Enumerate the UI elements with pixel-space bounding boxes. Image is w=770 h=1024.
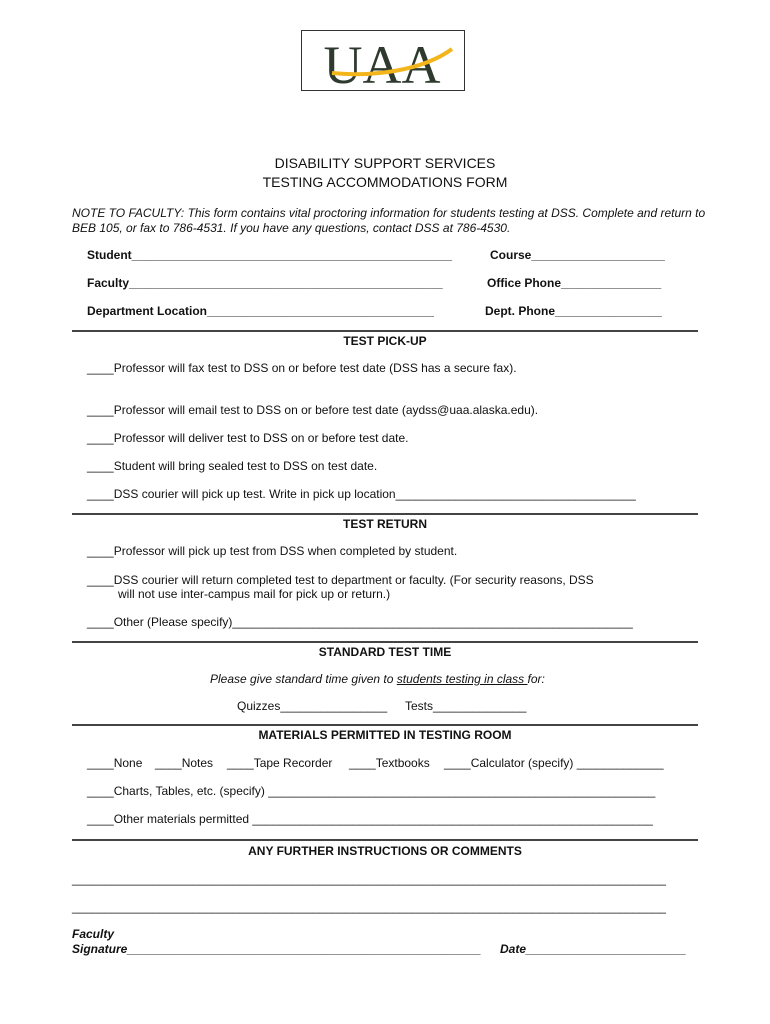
faculty-note: NOTE TO FACULTY: This form contains vital proctoring information for students testing at DSS. Complete and return to BEB 105, or fax to 786-4531. If you have any questions, contact DSS at 786-4530. [72,206,706,235]
divider [72,641,698,643]
return-option-other[interactable]: ____Other (Please specify)____________________________________________________________ [87,615,633,629]
section-title-time: STANDARD TEST TIME [318,645,452,659]
material-charts[interactable]: ____Charts, Tables, etc. (specify) __________________________________________________________ [87,784,656,798]
time-prompt [210,672,545,686]
form-title-line2: TESTING ACCOMMODATIONS FORM [262,174,508,190]
time-prompt-end: for: [527,672,545,686]
uaa-logo-graphic [302,31,463,89]
material-textbooks[interactable]: ____Textbooks [349,756,430,770]
section-title-comments: ANY FURTHER INSTRUCTIONS OR COMMENTS [248,844,522,858]
material-other[interactable]: ____Other materials permitted ____________________________________________________________ [87,812,653,826]
office-phone-field[interactable]: Office Phone_______________ [487,276,662,290]
section-title-return: TEST RETURN [343,517,427,531]
return-option-courier[interactable]: ____DSS courier will return completed test to department or faculty. (For security reasons, DSS [87,573,594,587]
student-field[interactable]: Student________________________________________________ [87,248,453,262]
comments-line[interactable]: _________________________________________________________________________________________ [72,872,666,886]
pickup-option-student[interactable]: ____Student will bring sealed test to DSS on test date. [87,459,378,473]
comments-line[interactable]: _________________________________________________________________________________________ [72,900,666,914]
material-tape-recorder[interactable]: ____Tape Recorder [227,756,333,770]
signature-field[interactable]: Signature_____________________________________________________ [72,942,482,956]
return-option-courier-note: will not use inter-campus mail for pick up or return.) [118,587,391,601]
uaa-logo [301,30,465,91]
department-location-field[interactable]: Department Location__________________________________ [87,304,434,318]
time-prompt-start: Please give standard time given to [210,672,397,686]
material-calculator[interactable]: ____Calculator (specify) _____________ [444,756,664,770]
material-none[interactable]: ____None [87,756,143,770]
faculty-label: Faculty [72,927,115,941]
divider [72,839,698,841]
divider [72,330,698,332]
section-title-materials: MATERIALS PERMITTED IN TESTING ROOM [258,728,512,742]
pickup-option-fax[interactable]: ____Professor will fax test to DSS on or before test date (DSS has a secure fax). [87,361,517,375]
quizzes-field[interactable]: Quizzes________________ [237,699,388,713]
divider [72,513,698,515]
section-title-pickup: TEST PICK-UP [343,334,427,348]
tests-field[interactable]: Tests______________ [405,699,527,713]
uaa-logo-text: UAA [323,35,441,89]
pickup-option-deliver[interactable]: ____Professor will deliver test to DSS on or before test date. [87,431,409,445]
faculty-field[interactable]: Faculty_______________________________________________ [87,276,443,290]
form-title-line1: DISABILITY SUPPORT SERVICES [274,155,496,171]
time-prompt-emphasis: students testing in class [396,672,528,686]
pickup-option-courier[interactable]: ____DSS courier will pick up test. Write in pick up location____________________________________ [87,487,636,501]
pickup-option-email[interactable]: ____Professor will email test to DSS on or before test date (aydss@uaa.alaska.edu). [87,403,539,417]
date-field[interactable]: Date________________________ [500,942,687,956]
divider [72,724,698,726]
course-field[interactable]: Course____________________ [490,248,665,262]
return-option-professor[interactable]: ____Professor will pick up test from DSS when completed by student. [87,544,458,558]
dept-phone-field[interactable]: Dept. Phone________________ [485,304,662,318]
material-notes[interactable]: ____Notes [155,756,214,770]
